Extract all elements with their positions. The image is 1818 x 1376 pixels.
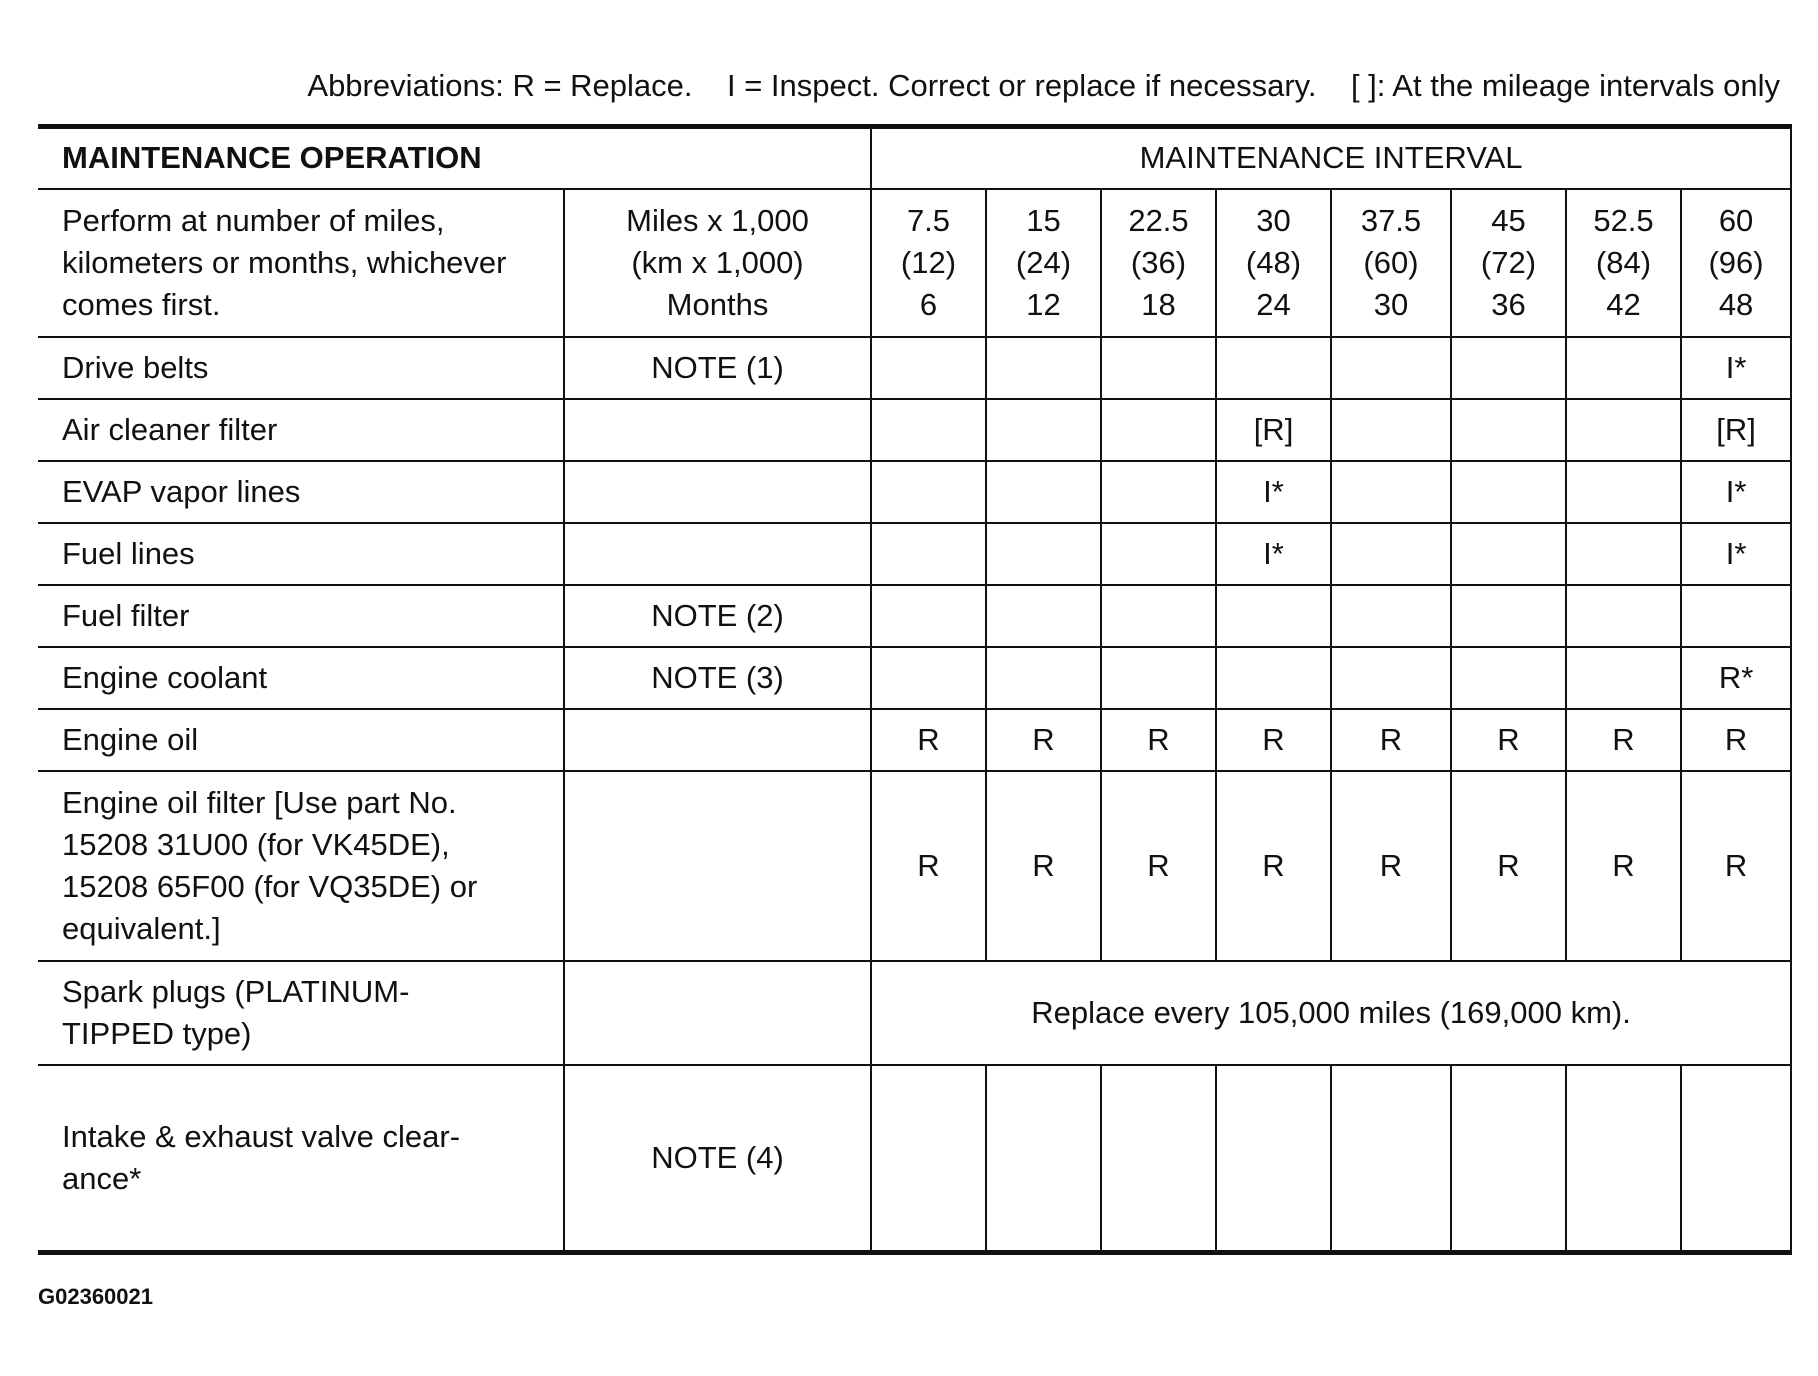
interval-miles: 30 bbox=[1256, 202, 1291, 238]
interval-cell bbox=[1451, 399, 1566, 461]
item-note bbox=[564, 461, 871, 523]
table-row bbox=[38, 961, 1791, 1065]
interval-cell: R bbox=[986, 709, 1101, 771]
interval-miles: 22.5 bbox=[1128, 202, 1189, 238]
interval-cell: I* bbox=[1681, 461, 1791, 523]
text-line: Fuel lines bbox=[62, 535, 195, 571]
interval-cell bbox=[1566, 523, 1681, 585]
interval-cell: I* bbox=[1681, 337, 1791, 399]
interval-cell: R bbox=[1216, 709, 1331, 771]
interval-km: (36) bbox=[1130, 244, 1187, 280]
interval-column-header bbox=[1451, 189, 1566, 337]
item-note bbox=[564, 961, 871, 1065]
interval-cell bbox=[1451, 585, 1566, 647]
maintenance-item bbox=[38, 771, 564, 961]
maintenance-item bbox=[38, 523, 564, 585]
interval-cell bbox=[1216, 647, 1331, 709]
interval-cell bbox=[1101, 337, 1216, 399]
interval-cell: R bbox=[871, 771, 986, 961]
interval-column-header bbox=[1681, 189, 1791, 337]
interval-cell: [R] bbox=[1681, 399, 1791, 461]
table-row bbox=[38, 399, 1791, 461]
interval-months: 24 bbox=[1256, 286, 1291, 322]
maintenance-item bbox=[38, 709, 564, 771]
interval-column-header bbox=[871, 189, 986, 337]
interval-cell bbox=[1101, 523, 1216, 585]
interval-cell bbox=[1101, 647, 1216, 709]
interval-cell: I* bbox=[1216, 523, 1331, 585]
header-maintenance-interval: MAINTENANCE INTERVAL bbox=[871, 127, 1791, 189]
interval-cell bbox=[986, 399, 1101, 461]
interval-cell bbox=[986, 1065, 1101, 1253]
interval-months: 30 bbox=[1373, 286, 1409, 322]
interval-cell: R bbox=[1566, 709, 1681, 771]
interval-cell bbox=[1331, 585, 1451, 647]
text-line: Intake & exhaust valve clear- bbox=[62, 1118, 461, 1154]
figure-code: G02360021 bbox=[38, 1284, 153, 1309]
maintenance-item bbox=[38, 961, 564, 1065]
interval-cell bbox=[986, 337, 1101, 399]
item-note: NOTE (1) bbox=[564, 337, 871, 399]
table-header-row bbox=[38, 127, 1791, 189]
interval-cell: R bbox=[1216, 771, 1331, 961]
table-row bbox=[38, 585, 1791, 647]
interval-km: (48) bbox=[1245, 244, 1302, 280]
interval-cell: R bbox=[1331, 709, 1451, 771]
abbreviations-legend: Abbreviations: R = Replace. I = Inspect. Correct or replace if necessary. [ ]: At the mileage intervals only bbox=[307, 68, 1780, 103]
interval-cell: R bbox=[1451, 771, 1566, 961]
text-line: Air cleaner filter bbox=[62, 411, 278, 447]
item-note: NOTE (3) bbox=[564, 647, 871, 709]
interval-cell bbox=[1566, 647, 1681, 709]
interval-miles: 7.5 bbox=[906, 202, 951, 238]
item-note bbox=[564, 399, 871, 461]
item-note bbox=[564, 771, 871, 961]
interval-months: 12 bbox=[1026, 286, 1061, 322]
interval-cell bbox=[1101, 461, 1216, 523]
item-note bbox=[564, 709, 871, 771]
interval-km: (12) bbox=[900, 244, 957, 280]
interval-cell bbox=[1216, 1065, 1331, 1253]
table-row bbox=[38, 461, 1791, 523]
interval-cell bbox=[871, 399, 986, 461]
item-note: NOTE (4) bbox=[564, 1065, 871, 1253]
interval-cell bbox=[871, 1065, 986, 1253]
interval-cell bbox=[1566, 1065, 1681, 1253]
interval-cell bbox=[1331, 337, 1451, 399]
maintenance-item bbox=[38, 399, 564, 461]
table-row bbox=[38, 709, 1791, 771]
interval-cell bbox=[986, 647, 1101, 709]
maintenance-item bbox=[38, 461, 564, 523]
interval-months: 36 bbox=[1491, 286, 1526, 322]
maintenance-item bbox=[38, 337, 564, 399]
interval-cell bbox=[1681, 1065, 1791, 1253]
interval-miles: 60 bbox=[1718, 202, 1754, 238]
interval-cell bbox=[871, 461, 986, 523]
interval-cell bbox=[1566, 399, 1681, 461]
interval-cell bbox=[1331, 399, 1451, 461]
interval-cell bbox=[1101, 1065, 1216, 1253]
item-note: NOTE (2) bbox=[564, 585, 871, 647]
interval-cell bbox=[1566, 337, 1681, 399]
interval-column-header bbox=[986, 189, 1101, 337]
interval-cell bbox=[1566, 585, 1681, 647]
interval-cell bbox=[1216, 585, 1331, 647]
text-line: kilometers or months, whichever bbox=[62, 244, 507, 280]
maintenance-item bbox=[38, 647, 564, 709]
interval-miles: 45 bbox=[1491, 202, 1526, 238]
interval-units bbox=[564, 189, 871, 337]
interval-cell bbox=[1331, 647, 1451, 709]
maintenance-item bbox=[38, 1065, 564, 1253]
item-note bbox=[564, 523, 871, 585]
interval-cell: R bbox=[1681, 771, 1791, 961]
table-row bbox=[38, 647, 1791, 709]
interval-cell: R bbox=[1101, 771, 1216, 961]
interval-cell bbox=[871, 337, 986, 399]
interval-cell: R bbox=[1566, 771, 1681, 961]
interval-cell bbox=[871, 523, 986, 585]
text-line: Spark plugs (PLATINUM- bbox=[62, 973, 410, 1009]
interval-cell bbox=[1451, 461, 1566, 523]
interval-cell bbox=[1451, 1065, 1566, 1253]
text-line: (km x 1,000) bbox=[631, 244, 804, 280]
interval-cell bbox=[1451, 647, 1566, 709]
interval-cell bbox=[1101, 585, 1216, 647]
interval-cell: I* bbox=[1681, 523, 1791, 585]
interval-cell bbox=[986, 461, 1101, 523]
text-line: Drive belts bbox=[62, 349, 209, 385]
interval-cell: R bbox=[1681, 709, 1791, 771]
header-maintenance-operation: MAINTENANCE OPERATION bbox=[38, 127, 871, 189]
interval-cell: [R] bbox=[1216, 399, 1331, 461]
interval-km: (24) bbox=[1015, 244, 1072, 280]
text-line: 15208 65F00 (for VQ35DE) or bbox=[62, 868, 478, 904]
interval-miles: 52.5 bbox=[1593, 202, 1654, 238]
interval-column-header bbox=[1331, 189, 1451, 337]
interval-cell bbox=[1331, 1065, 1451, 1253]
text-line: Fuel filter bbox=[62, 597, 190, 633]
interval-cell: R bbox=[986, 771, 1101, 961]
interval-cell bbox=[986, 523, 1101, 585]
interval-months: 42 bbox=[1606, 286, 1641, 322]
text-line: Perform at number of miles, bbox=[62, 202, 445, 238]
interval-cell: R bbox=[1331, 771, 1451, 961]
interval-km: (72) bbox=[1480, 244, 1537, 280]
interval-months: 48 bbox=[1718, 286, 1754, 322]
interval-definition-row bbox=[38, 189, 1791, 337]
text-line: Engine oil filter [Use part No. bbox=[62, 784, 457, 820]
text-line: Engine oil bbox=[62, 721, 199, 757]
text-line: equivalent.] bbox=[62, 910, 221, 946]
interval-cell: R* bbox=[1681, 647, 1791, 709]
interval-cell bbox=[871, 585, 986, 647]
interval-months: 6 bbox=[919, 286, 938, 322]
text-line: comes first. bbox=[62, 286, 221, 322]
text-line: Engine coolant bbox=[62, 659, 268, 695]
table-row bbox=[38, 1065, 1791, 1253]
interval-column-header bbox=[1101, 189, 1216, 337]
interval-cell bbox=[1331, 461, 1451, 523]
interval-cell bbox=[1451, 523, 1566, 585]
table-row bbox=[38, 523, 1791, 585]
text-line: Months bbox=[666, 286, 769, 322]
interval-cell bbox=[1566, 461, 1681, 523]
interval-definition-label bbox=[38, 189, 564, 337]
interval-cell bbox=[986, 585, 1101, 647]
interval-miles: 15 bbox=[1026, 202, 1061, 238]
interval-column-header bbox=[1216, 189, 1331, 337]
text-line: ance* bbox=[62, 1160, 142, 1196]
table-row bbox=[38, 337, 1791, 399]
text-line: 15208 31U00 (for VK45DE), bbox=[62, 826, 450, 862]
interval-cell bbox=[1451, 337, 1566, 399]
interval-cell: R bbox=[1451, 709, 1566, 771]
interval-km: (84) bbox=[1595, 244, 1652, 280]
interval-cell: R bbox=[871, 709, 986, 771]
interval-cell bbox=[1681, 585, 1791, 647]
text-line: Miles x 1,000 bbox=[626, 202, 809, 238]
interval-cell bbox=[1101, 399, 1216, 461]
table-row bbox=[38, 771, 1791, 961]
interval-cell: I* bbox=[1216, 461, 1331, 523]
interval-span-text: Replace every 105,000 miles (169,000 km). bbox=[871, 961, 1791, 1065]
interval-cell bbox=[1216, 337, 1331, 399]
text-line: EVAP vapor lines bbox=[62, 473, 301, 509]
interval-km: (96) bbox=[1708, 244, 1764, 280]
interval-miles: 37.5 bbox=[1360, 202, 1422, 238]
interval-months: 18 bbox=[1141, 286, 1176, 322]
interval-cell bbox=[871, 647, 986, 709]
maintenance-schedule-table bbox=[38, 124, 1792, 1255]
interval-km: (60) bbox=[1363, 244, 1419, 280]
interval-cell bbox=[1331, 523, 1451, 585]
interval-column-header bbox=[1566, 189, 1681, 337]
maintenance-item bbox=[38, 585, 564, 647]
text-line: TIPPED type) bbox=[62, 1015, 252, 1051]
interval-cell: R bbox=[1101, 709, 1216, 771]
